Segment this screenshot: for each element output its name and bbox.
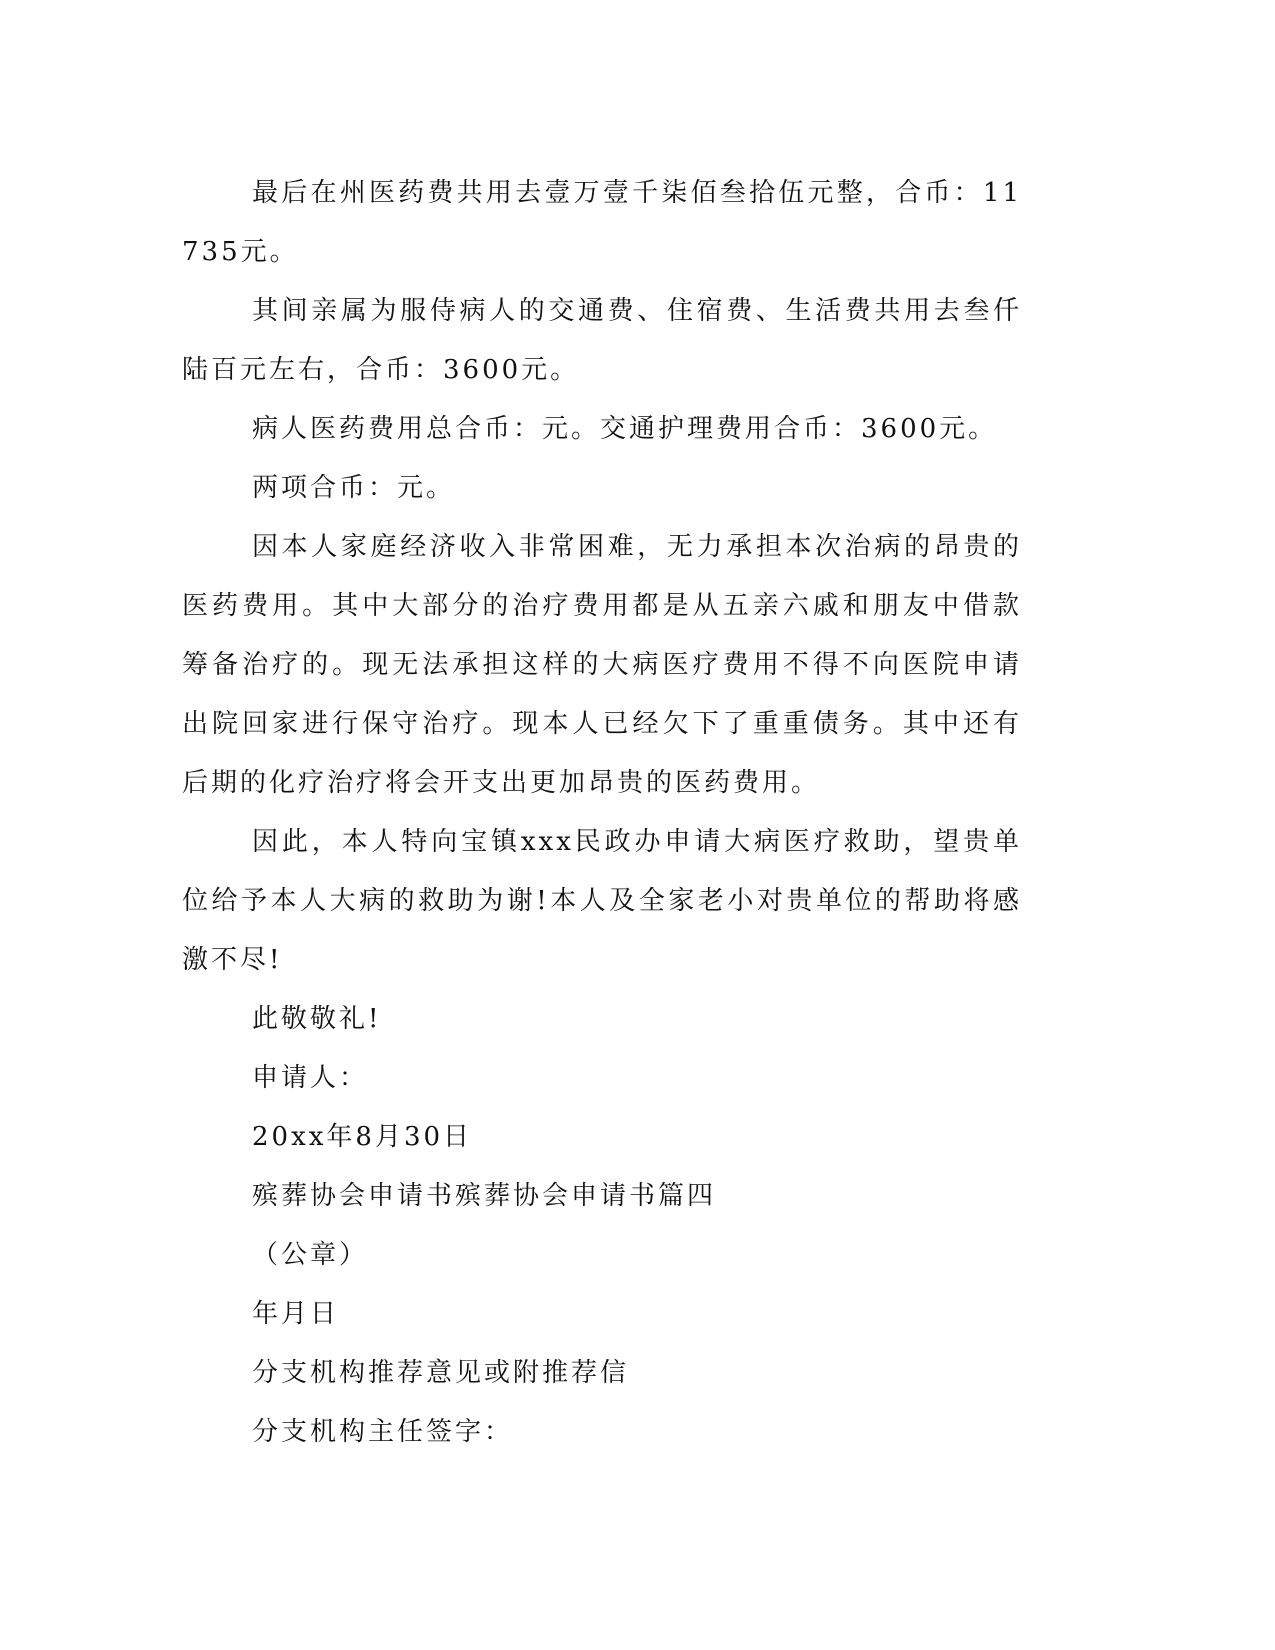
paragraph-financial-hardship: 因本人家庭经济收入非常困难，无力承担本次治病的昂贵的医药费用。其中大部分的治疗费用都是从五亲六戚和朋友中借款筹备治疗的。现无法承担这样的大病医疗费用不得不向医院申请出院回家进行保守治疗。现本人已经欠下了重重债务。其中还有后期的化疗治疗将会开支出更加昂贵的医药费用。: [182, 532, 1022, 798]
paragraph-family-expenses: 其间亲属为服侍病人的交通费、住宿费、生活费共用去叁仟陆百元左右，合币：3600元。: [182, 296, 1022, 385]
applicant-label: 申请人：: [252, 1063, 369, 1093]
branch-recommendation-label: 分支机构推荐意见或附推荐信: [252, 1358, 630, 1388]
section-heading: 殡葬协会申请书殡葬协会申请书篇四: [252, 1181, 717, 1211]
branch-director-signature-label: 分支机构主任签字：: [252, 1417, 514, 1447]
paragraph-cost-totals: 病人医药费用总合币：元。交通护理费用合币：3600元。: [252, 414, 998, 444]
application-date: 20xx年8月30日: [252, 1122, 473, 1152]
paragraph-combined-total: 两项合币：元。: [252, 473, 456, 503]
document-body: [182, 164, 1022, 1462]
official-seal-label: （公章）: [252, 1240, 369, 1270]
date-placeholder: 年月日: [252, 1299, 340, 1329]
paragraph-medical-cost: 最后在州医药费共用去壹万壹千柒佰叁拾伍元整，合币：11735元。: [182, 178, 1022, 267]
paragraph-aid-request: 因此，本人特向宝镇xxx民政办申请大病医疗救助，望贵单位给予本人大病的救助为谢!本人及全家老小对贵单位的帮助将感激不尽!: [182, 827, 1022, 975]
closing-salutation: 此敬敬礼!: [252, 1004, 382, 1034]
